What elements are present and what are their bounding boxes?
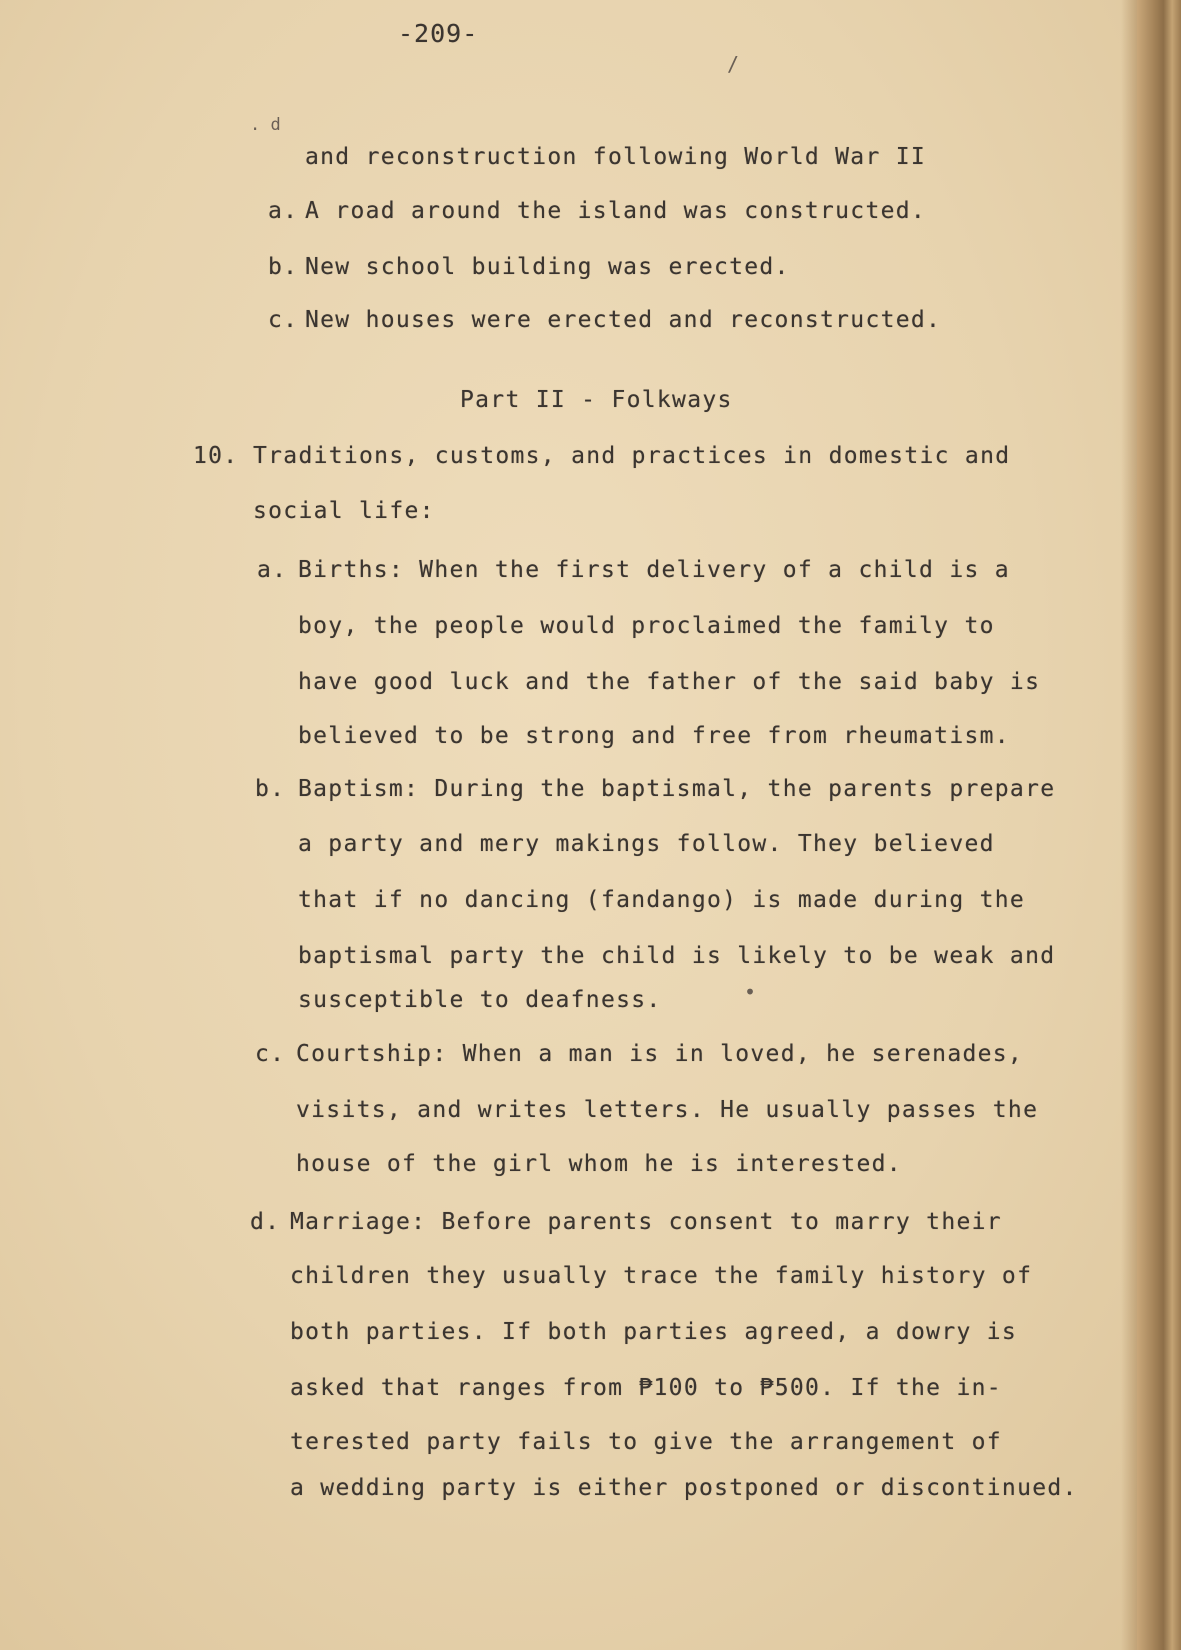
postwar-item-a-marker: a.	[268, 198, 299, 224]
marriage-line-5: terested party fails to give the arrangement of	[290, 1429, 1002, 1455]
section-10-line-2: social life:	[253, 498, 435, 524]
marriage-line-6: a wedding party is either postponed or discontinued.	[290, 1475, 1078, 1501]
postwar-item-c-marker: c.	[268, 307, 299, 333]
part-heading: Part II - Folkways	[460, 387, 733, 413]
births-line-2: boy, the people would proclaimed the family to	[298, 613, 995, 639]
book-binding	[1137, 0, 1181, 1650]
ink-dot: •	[744, 980, 757, 1004]
marriage-marker: d.	[250, 1209, 281, 1235]
section-10-line-1: Traditions, customs, and practices in domestic and	[253, 443, 1011, 469]
births-line-1: Births: When the first delivery of a child is a	[298, 557, 1010, 583]
courtship-line-2: visits, and writes letters. He usually passes the	[296, 1097, 1039, 1123]
marriage-line-3: both parties. If both parties agreed, a dowry is	[290, 1319, 1018, 1345]
courtship-marker: c.	[255, 1041, 286, 1067]
courtship-line-1: Courtship: When a man is in loved, he serenades,	[296, 1041, 1024, 1067]
stray-mark: /	[727, 52, 740, 76]
baptism-line-5: susceptible to deafness.	[298, 987, 662, 1013]
section-10-number: 10.	[193, 443, 239, 469]
births-marker: a.	[257, 557, 288, 583]
marriage-line-1: Marriage: Before parents consent to marry their	[290, 1209, 1002, 1235]
births-line-4: believed to be strong and free from rheumatism.	[298, 723, 1010, 749]
postwar-item-b: New school building was erected.	[305, 254, 790, 280]
baptism-marker: b.	[255, 776, 286, 802]
courtship-line-3: house of the girl whom he is interested.	[296, 1151, 902, 1177]
binding-shadow	[1121, 0, 1137, 1650]
postwar-item-b-marker: b.	[268, 254, 299, 280]
births-line-3: have good luck and the father of the said baby is	[298, 669, 1041, 695]
marriage-line-4: asked that ranges from ₱100 to ₱500. If the in-	[290, 1375, 1002, 1401]
baptism-line-3: that if no dancing (fandango) is made during the	[298, 887, 1026, 913]
postwar-item-c: New houses were erected and reconstructed.	[305, 307, 942, 333]
baptism-line-4: baptismal party the child is likely to be weak and	[298, 943, 1056, 969]
marriage-line-2: children they usually trace the family history of	[290, 1263, 1033, 1289]
postwar-item-a: A road around the island was constructed.	[305, 198, 927, 224]
baptism-line-2: a party and mery makings follow. They believed	[298, 831, 995, 857]
margin-mark: . d	[250, 115, 281, 135]
page-number: -209-	[398, 19, 479, 48]
baptism-line-1: Baptism: During the baptismal, the parents prepare	[298, 776, 1056, 802]
continuation-line: and reconstruction following World War II	[305, 144, 927, 170]
